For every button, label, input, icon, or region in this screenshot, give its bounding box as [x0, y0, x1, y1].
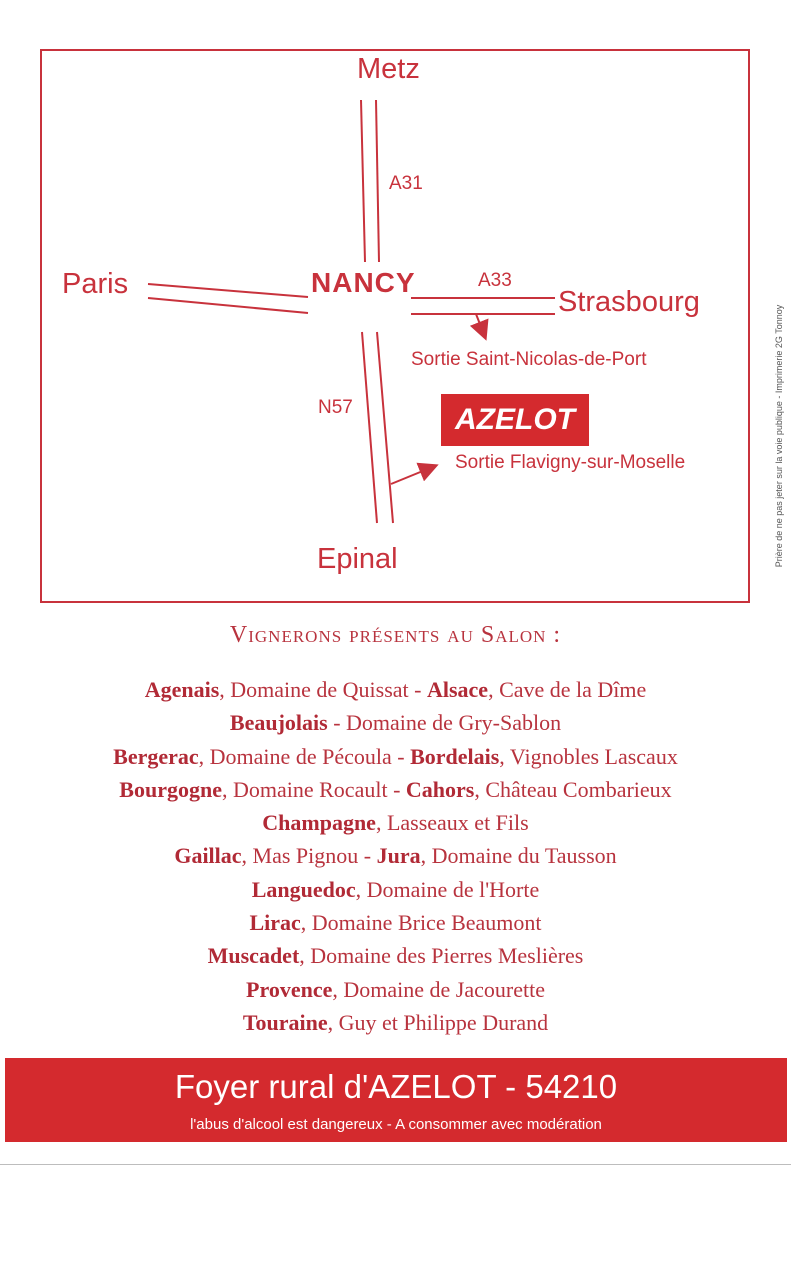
wine-region: Muscadet — [207, 943, 300, 969]
winemaker-line — [0, 706, 791, 739]
wine-producer: Domaine Brice Beaumont — [311, 910, 542, 936]
winemaker-line — [0, 740, 791, 773]
access-map — [0, 0, 791, 620]
wine-region: Bourgogne — [119, 776, 222, 802]
wine-region: Cahors — [405, 776, 475, 802]
region-separator: , — [355, 876, 367, 902]
region-separator: , — [420, 843, 432, 869]
wine-producer: Mas Pignou — [252, 843, 359, 869]
winemaker-line — [0, 873, 791, 906]
wine-region: Beaujolais — [229, 710, 328, 736]
exit-east-arrow — [476, 314, 485, 337]
entry-separator: - — [387, 776, 406, 802]
wine-producer: Lasseaux et Fils — [386, 810, 529, 836]
wine-producer: Château Combarieux — [485, 776, 672, 802]
winemakers-heading: Vignerons présents au Salon : — [229, 622, 562, 648]
wine-producer: Domaine du Tausson — [431, 843, 617, 869]
wine-region: Champagne — [262, 810, 376, 836]
wine-producer: Guy et Philippe Durand — [338, 1009, 549, 1035]
wine-region: Provence — [246, 976, 333, 1002]
wine-region: Agenais — [144, 677, 220, 702]
road-label-a31: A31 — [389, 173, 423, 194]
city-strasbourg: Strasbourg — [558, 286, 700, 318]
region-separator: , — [474, 776, 486, 802]
region-separator: , — [375, 810, 387, 836]
wine-producer: Domaine Rocault — [232, 776, 388, 802]
region-separator: , — [327, 1009, 339, 1035]
wine-producer: Domaine de Quissat — [230, 677, 409, 702]
winemaker-line — [0, 973, 791, 1006]
print-note: Prière de ne pas jeter sur la voie publique - Imprimerie 2G Tonnoy — [774, 304, 784, 568]
region-separator: , — [332, 976, 344, 1002]
region-separator: , — [219, 677, 231, 702]
road-label-a33: A33 — [478, 270, 512, 291]
city-epinal: Epinal — [317, 543, 398, 575]
road-label-n57: N57 — [318, 397, 353, 418]
winemaker-line — [0, 939, 791, 972]
road-north-line — [376, 100, 379, 262]
wine-region: Jura — [376, 843, 421, 869]
region-separator: , — [300, 910, 312, 936]
winemaker-line — [0, 806, 791, 839]
footer-banner — [5, 1058, 787, 1142]
road-south-line — [362, 332, 377, 523]
wine-region: Touraine — [242, 1009, 328, 1035]
exit-saint-nicolas: Sortie Saint-Nicolas-de-Port — [411, 349, 647, 370]
wine-producer: Cave de la Dîme — [499, 677, 647, 702]
winemaker-line — [0, 839, 791, 872]
road-south-line — [377, 332, 393, 523]
road-west-line — [148, 284, 308, 297]
destination-badge: AZELOT — [441, 394, 589, 446]
wine-region: Gaillac — [174, 843, 242, 869]
footer-title: Foyer rural d'AZELOT - 54210 — [174, 1068, 618, 1105]
winemaker-line — [0, 906, 791, 939]
city-metz: Metz — [357, 53, 420, 85]
winemaker-line — [0, 773, 791, 806]
wine-producer: Vignobles Lascaux — [509, 743, 678, 769]
road-north-line — [361, 100, 365, 262]
exit-flavigny: Sortie Flavigny-sur-Moselle — [455, 452, 686, 473]
entry-separator: - — [408, 677, 427, 702]
wine-region: Bordelais — [410, 743, 500, 769]
entry-separator: - — [358, 843, 377, 869]
wine-producer: Domaine de Jacourette — [343, 976, 545, 1002]
alcohol-warning: l'abus d'alcool est dangereux - A consommer avec modération — [190, 1116, 602, 1133]
winemaker-line — [0, 673, 791, 706]
wine-producer: Domaine de Gry-Sablon — [346, 710, 562, 736]
region-separator: , — [198, 743, 210, 769]
winemaker-line — [0, 1006, 791, 1039]
wine-producer: Domaine de l'Horte — [366, 876, 540, 902]
city-paris: Paris — [62, 268, 129, 300]
page-divider — [0, 1164, 791, 1165]
exit-south-arrow — [391, 466, 435, 484]
wine-producer: Domaine de Pécoula — [209, 743, 392, 769]
region-separator: , — [499, 743, 510, 769]
entry-separator: - — [391, 743, 411, 769]
city-nancy: NANCY — [311, 267, 416, 298]
wine-producer: Domaine des Pierres Meslières — [310, 943, 584, 969]
wine-region: Lirac — [249, 910, 301, 936]
region-separator: , — [488, 677, 500, 702]
map-frame — [41, 50, 749, 602]
region-separator: , — [221, 776, 233, 802]
road-west-line — [148, 298, 308, 313]
region-separator: - — [327, 710, 347, 736]
region-separator: , — [241, 843, 253, 869]
region-separator: , — [299, 943, 311, 969]
wine-region: Bergerac — [113, 743, 199, 769]
winemakers-list — [0, 673, 791, 1039]
wine-region: Languedoc — [251, 876, 356, 902]
wine-region: Alsace — [426, 677, 489, 702]
